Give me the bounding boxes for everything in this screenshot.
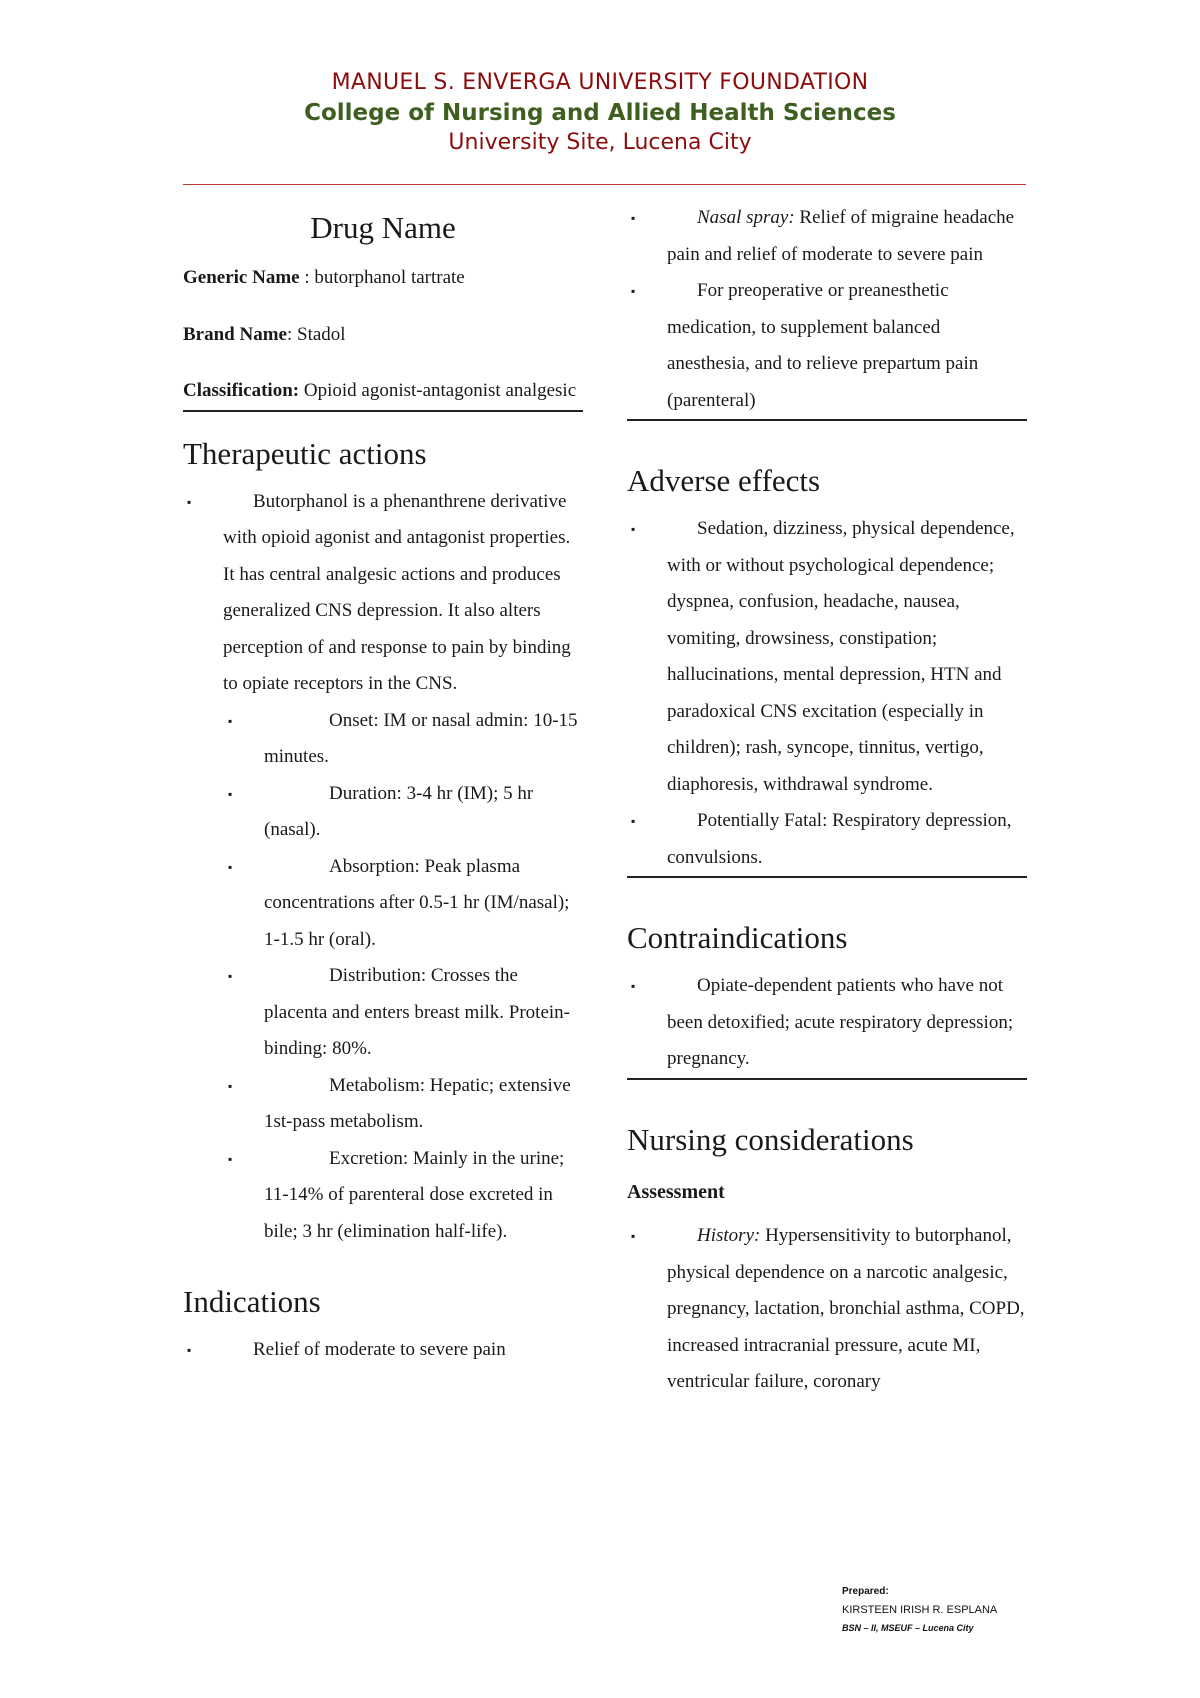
list-item: ▪ Excretion: Mainly in the urine; 11-14% of parenteral dose excreted in bile; 3 hr (elimination half-life). — [183, 1141, 583, 1251]
university-name: MANUEL S. ENVERGA UNIVERSITY FOUNDATION — [331, 70, 869, 95]
list-item: ▪ Metabolism: Hepatic; extensive 1st-pass metabolism. — [183, 1068, 583, 1141]
list-item: ▪ Onset: IM or nasal admin: 10-15 minutes. — [183, 703, 583, 776]
assessment-subtitle: Assessment — [627, 1180, 725, 1203]
brand-name: Brand Name: Stadol — [183, 323, 346, 345]
indications-list-continued — [627, 200, 1027, 421]
bullet-icon: ▪ — [187, 494, 192, 509]
bullet-icon: ▪ — [631, 522, 636, 536]
indications-title: Indications — [183, 1284, 321, 1319]
bullet-icon: ▪ — [631, 1229, 636, 1243]
classification: Classification: Opioid agonist-antagonist analgesic — [183, 373, 583, 412]
bullet-icon: ▪ — [631, 814, 636, 828]
drug-name-title: Drug Name — [310, 210, 456, 245]
header-divider — [183, 184, 1026, 185]
college-name: College of Nursing and Allied Health Sciences — [304, 100, 896, 126]
adverse-effects-title: Adverse effects — [627, 463, 821, 498]
indications-list — [183, 1332, 583, 1369]
list-item: ▪ Nasal spray: Relief of migraine headache pain and relief of moderate to severe pain — [627, 200, 1027, 273]
prepared-label: Prepared: — [842, 1586, 889, 1597]
therapeutic-actions-title: Therapeutic actions — [183, 435, 427, 471]
list-item: ▪ Butorphanol is a phenanthrene derivative with opioid agonist and antagonist properties. It has central analgesic actions and produces generalized CNS depression. It also alters perception of and response to pain by binding to opiate receptors in the CNS. — [183, 484, 583, 703]
adverse-effects-list — [627, 511, 1027, 878]
document-header — [0, 68, 1200, 158]
bullet-icon: ▪ — [228, 1151, 233, 1166]
assessment-list — [627, 1218, 1027, 1401]
nursing-considerations-title: Nursing considerations — [627, 1121, 914, 1157]
bullet-icon: ▪ — [228, 713, 233, 728]
bullet-icon: ▪ — [631, 284, 636, 298]
list-item: ▪ Relief of moderate to severe pain — [183, 1332, 583, 1369]
bullet-icon: ▪ — [187, 1343, 192, 1357]
bullet-icon: ▪ — [228, 786, 233, 801]
bullet-icon: ▪ — [228, 859, 233, 874]
contraindications-list — [627, 968, 1027, 1080]
right-column — [627, 200, 1027, 1401]
therapeutic-actions-list — [183, 484, 583, 1251]
bullet-icon: ▪ — [228, 1078, 233, 1093]
bullet-icon: ▪ — [631, 211, 636, 225]
university-site: University Site, Lucena City — [448, 130, 752, 155]
preparer-institution: BSN – II, MSEUF – Lucena City — [842, 1623, 974, 1633]
list-item: ▪ Absorption: Peak plasma concentrations after 0.5-1 hr (IM/nasal); 1-1.5 hr (oral). — [183, 849, 583, 959]
list-item: ▪ History: Hypersensitivity to butorphanol, physical dependence on a narcotic analgesic, pregnancy, lactation, bronchial asthma, COPD, increased intracranial pressure, acute MI, ventricular failure, coronary — [627, 1218, 1027, 1401]
list-item: ▪ Potentially Fatal: Respiratory depression, convulsions. — [627, 803, 1027, 876]
list-item: ▪ For preoperative or preanesthetic medication, to supplement balanced anesthesia, and to relieve prepartum pain (parenteral) — [627, 273, 1027, 419]
preparer-name: KIRSTEEN IRISH R. ESPLANA — [842, 1604, 998, 1616]
left-column — [183, 200, 583, 1369]
list-item: ▪ Distribution: Crosses the placenta and enters breast milk. Protein-binding: 80%. — [183, 958, 583, 1068]
list-item: ▪ Opiate-dependent patients who have not been detoxified; acute respiratory depression; pregnancy. — [627, 968, 1027, 1078]
bullet-icon: ▪ — [228, 969, 233, 983]
list-item: ▪ Duration: 3-4 hr (IM); 5 hr (nasal). — [183, 776, 583, 849]
prepared-by-footer — [842, 1583, 997, 1637]
contraindications-title: Contraindications — [627, 920, 848, 955]
generic-name: Generic Name : butorphanol tartrate — [183, 267, 465, 288]
list-item: ▪ Sedation, dizziness, physical dependence, with or without psychological dependence; dyspnea, confusion, headache, nausea, vomiting, drowsiness, constipation; hallucinations, mental depression, HTN and paradoxical CNS excitation (especially in children); rash, syncope, tinnitus, vertigo, diaphoresis, withdrawal syndrome. — [627, 511, 1027, 803]
bullet-icon: ▪ — [631, 979, 636, 993]
